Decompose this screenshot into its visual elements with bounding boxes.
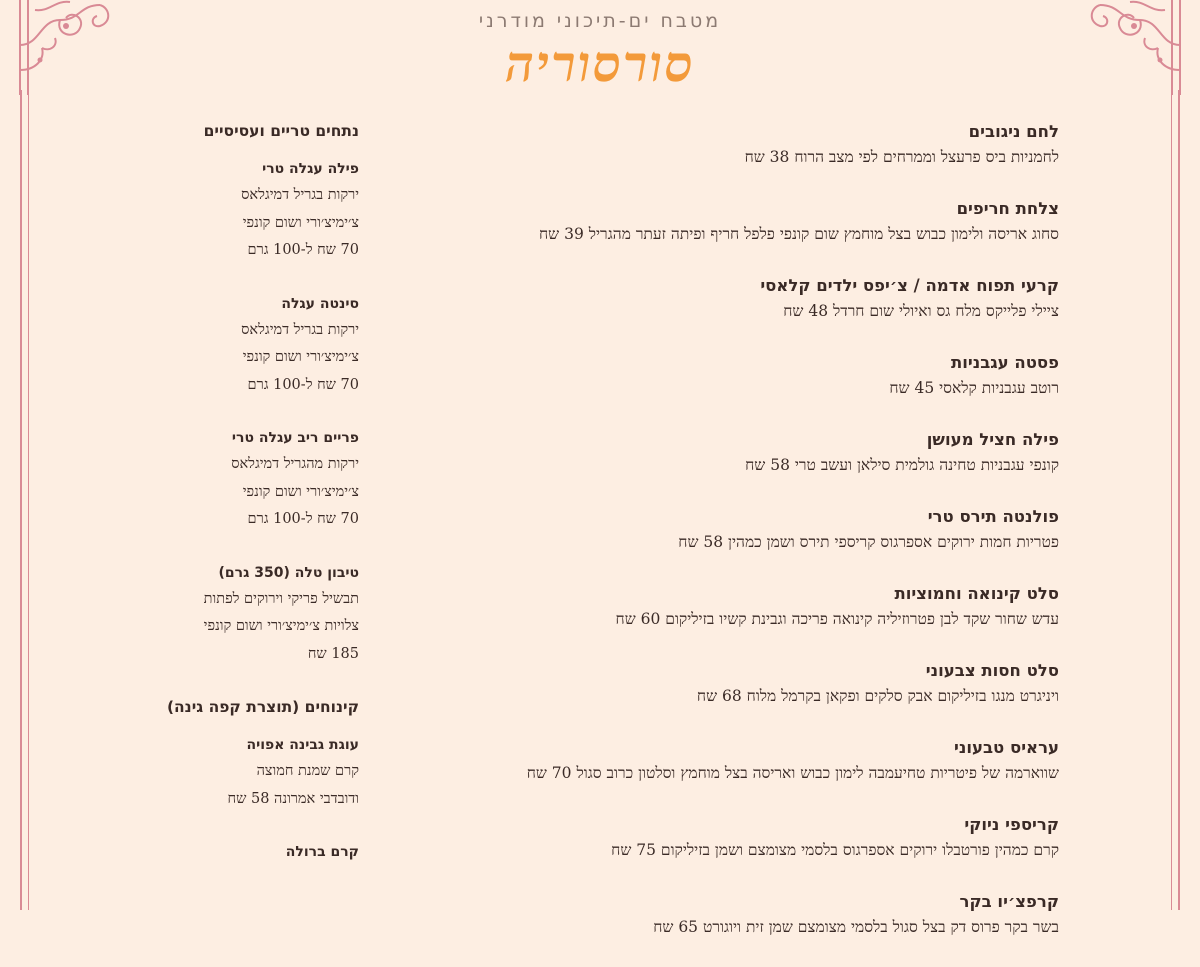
side-item-line: ירקות מהגריל דמיגלאס [231,456,359,472]
menu-item [339,351,1059,401]
dish-description: רוטב עגבניות קלאסי 45 שח [889,379,1059,397]
side-item-price: 185 שח [307,645,359,662]
dish-description: קרם כמהין פורטבלו ירוקים אספרגוס בלסמי מצומצם ושמן בזיליקום 75 שח [611,841,1059,859]
frame-left-inner [28,90,29,910]
side-item-line: צ׳ימיצ׳ורי ושום קונפי [242,349,359,365]
menu-item [339,428,1059,478]
side-item-line: קרם שמנת חמוצה [256,763,359,779]
dish-description: בשר בקר פרוס דק בצל סגול בלסמי מצומצם שמן זית ויוגורט 65 שח [653,918,1059,936]
dish-name: פולנטה תירס טרי [927,507,1059,526]
dish-description: לחמניות ביס פרעצל וממרחים לפי מצב הרוח 38 שח [744,148,1059,166]
menu-item [339,813,1059,863]
side-section-title-desserts: קינוחים (תוצרת קפה גינה) [166,698,359,716]
side-item-price: 70 שח ל-100 גרם [247,242,359,258]
side-item-name: טיבון טלה (350 גרם) [218,564,359,581]
side-item-price: 70 שח ל-100 גרם [247,376,359,393]
side-item-name: קרם ברולה [285,844,359,860]
side-item-line: צ׳ימיצ׳ורי ושום קונפי [242,483,359,500]
side-menu-column [129,118,359,891]
side-section-title-meats: נתחים טריים ועסיסיים [203,122,359,140]
main-menu-column [339,120,1059,967]
dish-description: ויניגרט מנגו בזיליקום אבק סלקים ופקאן בקרמל מלוח 68 שח [696,687,1059,705]
side-menu-item [129,156,359,265]
frame-right-outer [1178,90,1180,910]
dish-description: קונפי עגבניות טחינה גולמית סילאן ועשב טרי 58 שח [745,456,1059,474]
dish-name: צלחת חריפים [956,199,1059,218]
dish-name: סלט חסות צבעוני [925,661,1059,680]
dish-name: פסטה עגבניות [950,353,1059,372]
side-item-name: פילה עגלה טרי [262,161,359,177]
dish-name: פילה חציל מעושן [926,430,1059,449]
side-item-line: ירקות בגריל דמיגלאס [241,321,359,338]
frame-left-outer [20,90,22,910]
dish-name: עראיס טבעוני [953,738,1059,757]
side-item-price: ודובדבי אמרונה 58 שח [227,790,359,807]
dish-description: שווארמה של פיטריות טחיעמבה לימון כבוש ואריסה בצל מוחמץ וסלטון כרוב סגול 70 שח [526,764,1059,782]
side-item-price: 70 שח ל-100 גרם [247,511,359,527]
restaurant-logo: סורסוריה [505,34,695,93]
side-item-line: צלויות צ׳ימיצ׳ורי ושום קונפי [203,618,359,634]
side-menu-item [129,732,359,813]
restaurant-subtitle: מטבח ים-תיכוני מודרני [478,10,722,32]
frame-right-inner [1171,90,1172,910]
side-menu-item [129,291,359,400]
side-item-name: פריים ריב עגלה טרי [231,430,359,446]
dish-description: סחוג אריסה ולימון כבוש בצל מוחמץ שום קונפי פלפל חריף ופיתה זעתר מהגריל 39 שח [539,225,1059,243]
side-item-line: תבשיל פריקי וירוקים לפתות [203,590,359,607]
side-menu-item [129,560,359,669]
dish-name: קרפצ׳יו בקר [959,892,1059,911]
menu-item [339,582,1059,632]
menu-item [339,505,1059,555]
side-menu-item [129,839,359,865]
side-item-name: סינטה עגלה [281,295,359,312]
side-item-line: צ׳ימיצ׳ורי ושום קונפי [242,214,359,231]
dish-description: עדש שחור שקד לבן פטרוזיליה קינואה פריכה וגבינת קשיו בזיליקום 60 שח [615,610,1059,628]
side-item-line: ירקות בגריל דמיגלאס [241,187,359,203]
dish-description: ציילי פלייקס מלח גס ואיולי שום חרדל 48 שח [783,302,1059,320]
side-item-name: עוגת גבינה אפויה [246,737,359,753]
dish-name: לחם ניגובים [968,122,1059,141]
dish-name: קרעי תפוח אדמה / צ׳יפס ילדים קלאסי [760,276,1059,295]
menu-item [339,736,1059,786]
dish-name: סלט קינואה וחמוציות [894,584,1059,603]
dish-description: פטריות חמות ירוקים אספרגוס קריספי תירס ושמן כמהין 58 שח [678,533,1059,551]
menu-item [339,659,1059,709]
dish-name: קריספי ניוקי [964,815,1059,834]
menu-item [339,120,1059,170]
menu-item [339,890,1059,940]
side-menu-item [129,425,359,534]
menu-item [339,274,1059,324]
menu-item [339,197,1059,247]
